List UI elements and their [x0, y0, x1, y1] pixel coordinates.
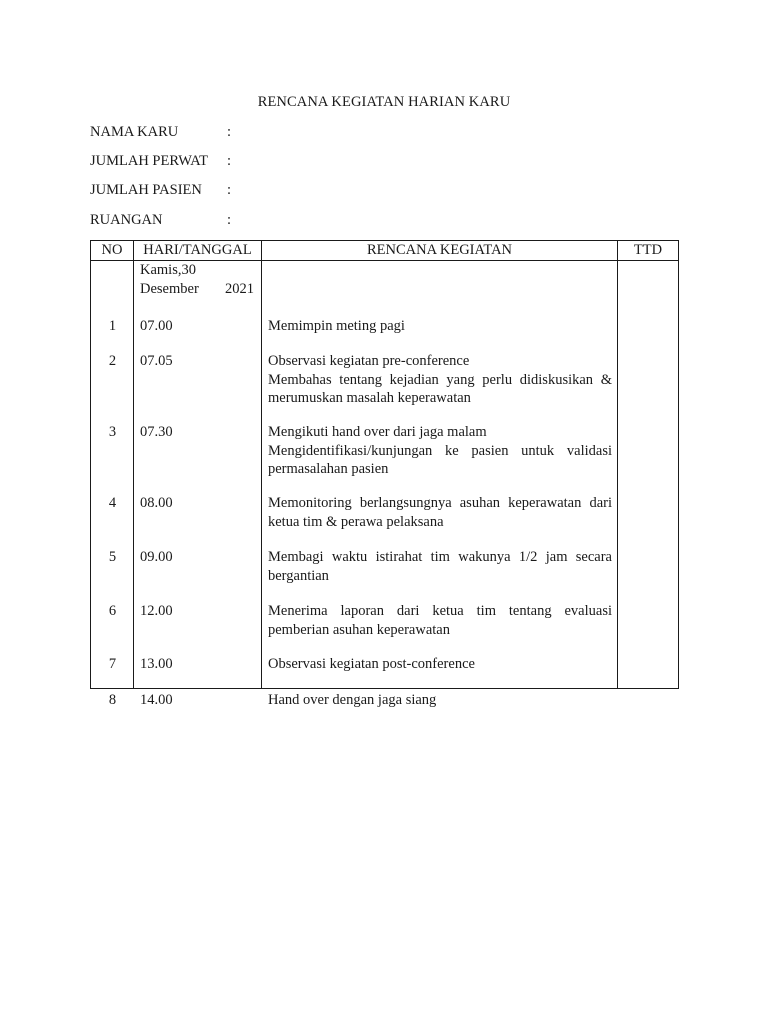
activity-item — [268, 494, 612, 531]
time-value: 09.00 — [140, 549, 173, 565]
date-cell — [140, 261, 254, 299]
signature-column — [618, 261, 679, 689]
row-number: 1 — [108, 318, 117, 334]
time-value: 13.00 — [140, 656, 173, 672]
field-colon: : — [227, 124, 232, 140]
row-number: 8 — [108, 692, 117, 708]
activity-text: Mengidentifikasi/kunjungan ke pasien untuk validasi permasalahan pasien — [268, 442, 612, 477]
field-jumlah-perwat — [90, 151, 231, 171]
header-ttd: TTD — [618, 241, 679, 261]
row-number: 7 — [108, 656, 117, 672]
row-number: 4 — [108, 495, 117, 511]
field-label: RUANGAN — [90, 212, 163, 228]
time-value: 12.00 — [140, 603, 173, 619]
field-colon: : — [227, 153, 232, 169]
field-jumlah-pasien — [90, 180, 231, 200]
row-number: 3 — [108, 424, 117, 440]
date-year: 2021 — [225, 281, 254, 297]
time-value: 08.00 — [140, 495, 173, 511]
date-month-year — [140, 280, 254, 299]
no-column — [91, 261, 134, 708]
activity-text: Menerima laporan dari ketua tim tentang evaluasi pemberian asuhan keperawatan — [268, 603, 612, 638]
field-label: NAMA KARU — [90, 124, 179, 140]
field-label: JUMLAH PASIEN — [90, 182, 202, 198]
header-plan: RENCANA KEGIATAN — [262, 241, 618, 261]
table-header-row — [91, 241, 679, 261]
time-value: 07.30 — [140, 424, 173, 440]
row-number: 2 — [108, 353, 117, 369]
header-day: HARI/TANGGAL — [134, 241, 262, 261]
activity-text: Observasi kegiatan pre-conference — [268, 353, 470, 369]
field-colon: : — [227, 182, 232, 198]
date-month: Desember — [140, 281, 199, 297]
activity-item — [268, 655, 612, 674]
field-ruangan — [90, 210, 231, 230]
activity-text: Mengikuti hand over dari jaga malam — [268, 424, 487, 440]
activity-text: Observasi kegiatan post-conference — [268, 656, 475, 672]
activity-item — [268, 317, 612, 336]
activity-column — [262, 261, 618, 708]
activity-text: Membahas tentang kejadian yang perlu didiskusikan & merumuskan masalah keperawatan — [268, 371, 612, 406]
activity-item — [268, 691, 612, 710]
activity-item — [268, 548, 612, 585]
field-colon: : — [227, 212, 232, 228]
field-nama-karu — [90, 122, 231, 142]
activity-plan-table — [90, 240, 679, 708]
time-value: 14.00 — [140, 692, 173, 708]
activity-text: Hand over dengan jaga siang — [268, 692, 437, 708]
table-body-row — [91, 261, 679, 689]
row-number: 6 — [108, 603, 117, 619]
activity-text: Membagi waktu istirahat tim wakunya 1/2 jam secara bergantian — [268, 549, 612, 584]
day-time-column — [134, 261, 262, 708]
activity-text: Memonitoring berlangsungnya asuhan keperawatan dari ketua tim & perawa pelaksana — [268, 495, 612, 530]
row-number: 5 — [108, 549, 117, 565]
time-value: 07.05 — [140, 353, 173, 369]
date-day: Kamis,30 — [140, 262, 196, 278]
header-no: NO — [91, 241, 134, 261]
activity-item — [268, 352, 612, 408]
activity-item — [268, 602, 612, 639]
activity-item — [268, 423, 612, 479]
time-value: 07.00 — [140, 318, 173, 334]
field-label: JUMLAH PERWAT — [90, 153, 209, 169]
document-title: RENCANA KEGIATAN HARIAN KARU — [257, 94, 511, 110]
activity-text: Memimpin meting pagi — [268, 318, 405, 334]
